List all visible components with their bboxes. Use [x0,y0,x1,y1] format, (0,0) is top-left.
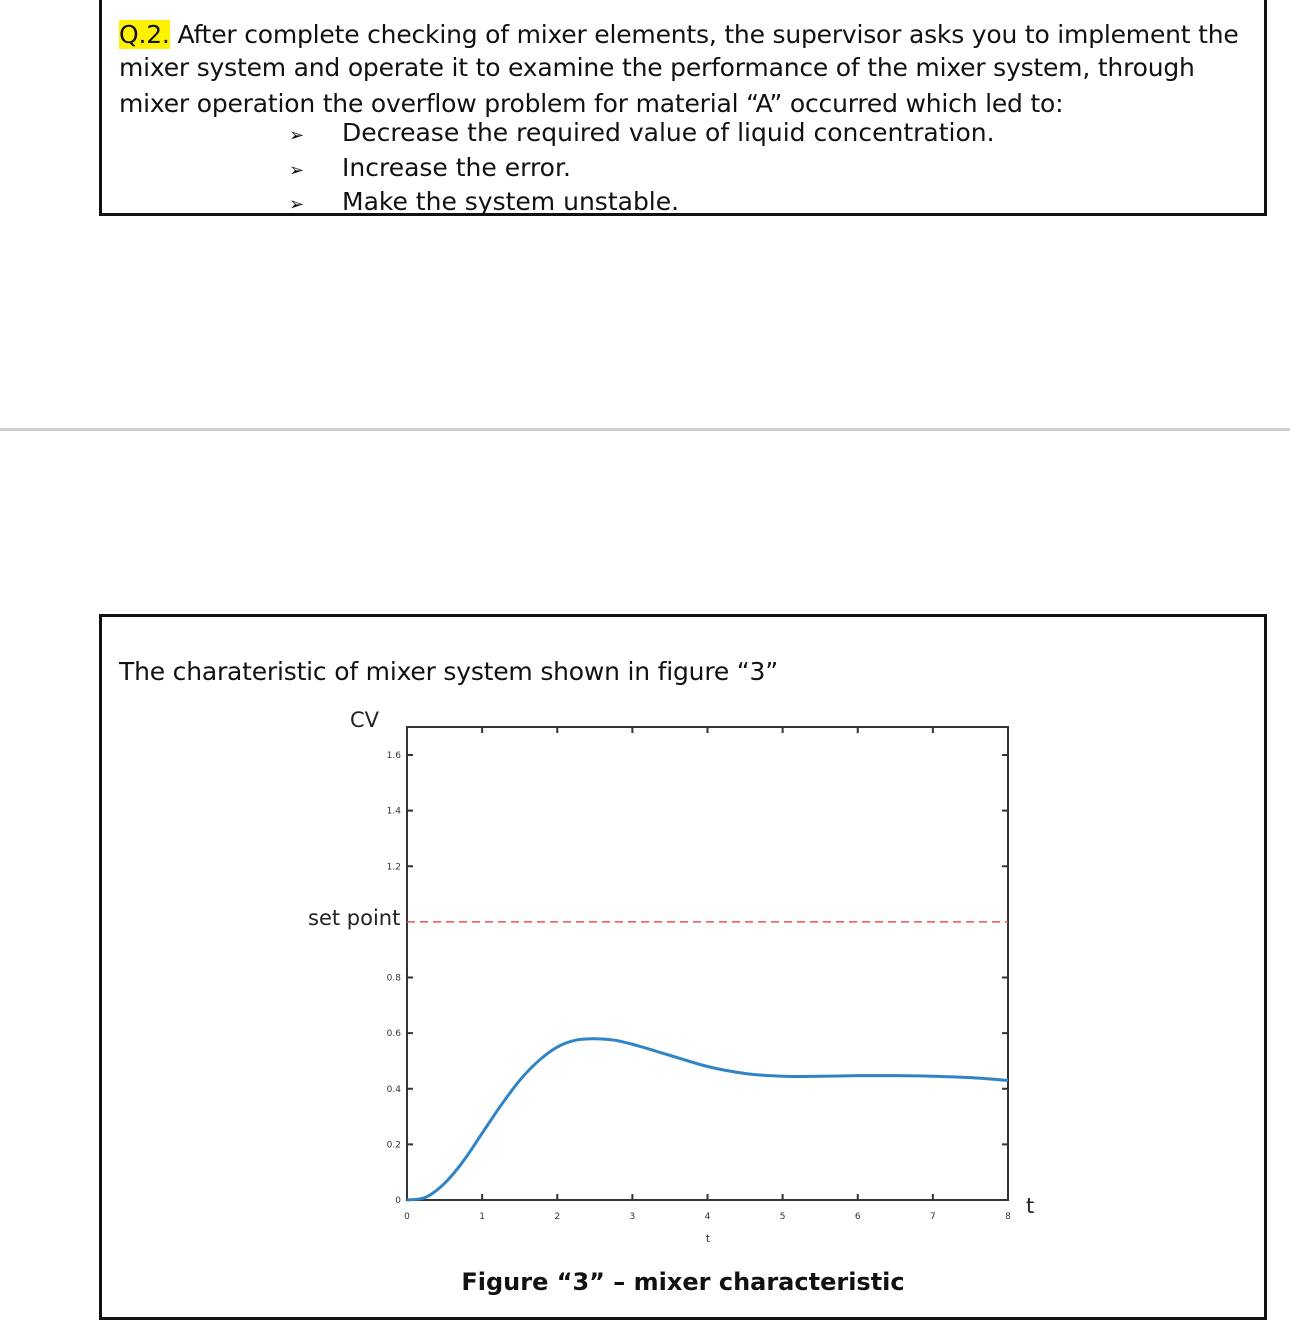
y-tick-label: 0.8 [386,973,401,984]
y-axis-label: CV [350,708,380,732]
question-text [119,18,1259,120]
y-tick-label: 0.6 [386,1029,401,1040]
y-tick-label: 1.4 [386,806,401,817]
figure-intro: The charateristic of mixer system shown in figure “3” [119,657,778,686]
figure-caption: Figure “3” – mixer characteristic [461,1268,905,1296]
x-tick-label: 8 [1005,1212,1011,1222]
question-line-3: mixer operation the overflow problem for material “A” occurred which led to: [119,89,1064,118]
question-number: Q.2. [119,20,170,49]
question-line-1: After complete checking of mixer elements, the supervisor asks you to implement the [177,20,1239,49]
x-tick-label: 0 [404,1212,410,1222]
question-box [99,0,1267,216]
y-tick-label: 1.6 [386,751,401,761]
x-tick-label: 7 [930,1212,936,1222]
list-item [289,186,995,221]
question-line-2: mixer system and operate it to examine the performance of the mixer system, through [119,53,1195,82]
x-axis-label: t [705,1232,711,1245]
arrow-bullet-icon: ➢ [289,194,305,215]
x-tick-label: 4 [704,1212,711,1222]
figure-box [99,614,1267,1320]
list-item [289,117,995,152]
list-item-text: Increase the error. [342,152,571,182]
setpoint-label: set point [308,906,401,930]
y-tick-label: 0 [395,1196,401,1206]
list-item-text: Decrease the required value of liquid concentration. [342,118,995,147]
x-tick-label: 3 [629,1212,636,1222]
x-tick-label: 2 [554,1212,561,1222]
y-tick-label: 1.2 [386,862,401,873]
list-item [289,152,995,187]
arrow-bullet-icon: ➢ [289,159,305,181]
arrow-bullet-icon: ➢ [289,125,305,146]
y-tick-label: 0.2 [386,1140,401,1151]
list-item-text: Make the system unstable. [342,187,680,216]
consequence-list [289,117,995,221]
x-tick-label: 6 [854,1212,861,1222]
x-tick-label: 5 [779,1212,786,1222]
y-tick-label: 0.4 [386,1084,401,1095]
x-axis-label-right: t [1026,1194,1035,1218]
x-tick-label: 1 [479,1212,485,1222]
page-divider [0,428,1290,431]
